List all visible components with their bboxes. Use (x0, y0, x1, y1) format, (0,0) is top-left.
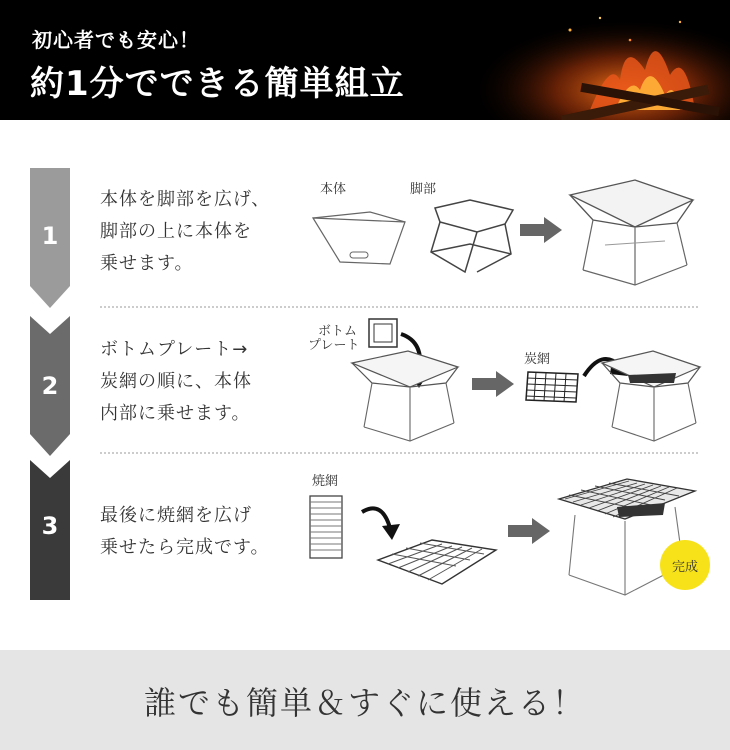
step-1-number: 1 (41, 222, 59, 250)
step-3-text: 最後に焼網を広げ 乗せたら完成です。 (100, 505, 270, 558)
arrow-right-icon (472, 371, 514, 397)
label-bottom-plate-2: プレート (308, 338, 360, 353)
step-2-number: 2 (41, 372, 59, 400)
footer-text: 誰でも簡単＆すぐに使える！ (143, 684, 586, 722)
curved-arrow-icon (358, 502, 402, 542)
folded-grill-net-illustration (308, 494, 344, 560)
divider-2 (100, 452, 698, 454)
step-2-text: ボトムプレート→ 炭網の順に、本体 内部に乗せます。 (100, 339, 252, 424)
stove-with-charcoal-net-illustration (598, 345, 703, 445)
divider-1 (100, 306, 698, 308)
grill-net-open-illustration (372, 538, 500, 588)
arrow-right-icon (520, 217, 562, 243)
stove-body-step2-illustration (348, 345, 463, 445)
charcoal-net-illustration (524, 370, 582, 404)
header-banner (0, 0, 730, 120)
step-3-number: 3 (41, 512, 59, 540)
header-title: 約1分でできる簡単組立 (30, 64, 405, 104)
complete-badge (660, 540, 710, 590)
label-body: 本体 (320, 182, 347, 197)
bottom-plate-icon (368, 318, 398, 348)
step-1-text: 本体を脚部を広げ、 脚部の上に本体を 乗せます。 (100, 189, 271, 274)
footer-banner (0, 650, 730, 750)
complete-badge-label: 完成 (671, 560, 698, 575)
label-bottom-plate-1: ボトム (318, 324, 358, 339)
label-legs: 脚部 (410, 182, 437, 197)
label-charcoal-net: 炭網 (524, 352, 551, 367)
label-grill-net: 焼網 (312, 474, 339, 489)
campfire-image (470, 0, 730, 120)
legs-illustration (425, 196, 520, 278)
folded-body-illustration (310, 200, 410, 270)
assembled-stove-illustration (565, 175, 700, 295)
arrow-right-icon (508, 518, 550, 544)
header-subtitle: 初心者でも安心！ (32, 28, 200, 52)
